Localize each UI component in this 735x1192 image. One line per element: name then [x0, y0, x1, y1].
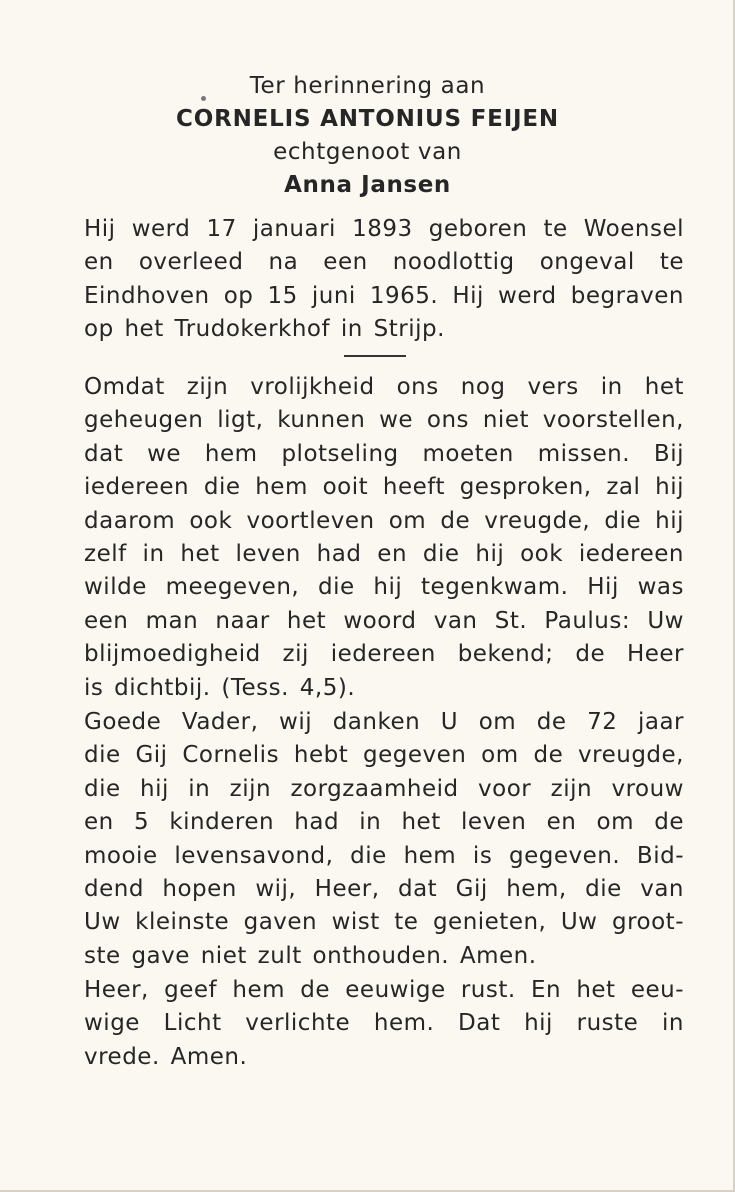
- intro-text: Ter herinnering aan: [249, 73, 486, 99]
- text-line: zelf in het leven had en die hij ook iedereen: [84, 541, 684, 568]
- text-line: is dichtbij. (Tess. 4,5).: [84, 674, 356, 701]
- text-line: en overleed na een noodlottig ongeval te: [84, 249, 684, 276]
- text-line: wilde meegeven, die hij tegenkwam. Hij was: [84, 574, 684, 601]
- text-line: wige Licht verlichte hem. Dat hij ruste in: [84, 1010, 684, 1037]
- spouse-name: Anna Jansen: [284, 172, 451, 198]
- text-line: en 5 kinderen had in het leven en om de: [84, 809, 684, 836]
- text-line: blijmoedigheid zij iedereen bekend; de Heer: [84, 641, 684, 668]
- text-line: op het Trudokerkhof in Strijp.: [84, 316, 445, 343]
- biography-paragraph: [84, 213, 684, 347]
- prayer-paragraph: [84, 706, 684, 973]
- text-line: Eindhoven op 15 juni 1965. Hij werd begraven: [84, 282, 684, 309]
- text-line: Hij werd 17 januari 1893 geboren te Woensel: [84, 216, 684, 242]
- section-divider: [344, 355, 406, 357]
- card-header: [0, 70, 735, 202]
- text-line: mooie levensavond, die hem is gegeven. Bid-: [84, 842, 684, 869]
- text-line: iedereen die hem ooit heeft gesproken, zal hij: [84, 474, 684, 501]
- text-line: Heer, geef hem de eeuwige rust. En het eeu-: [84, 977, 684, 1003]
- text-line: ste gave niet zult onthouden. Amen.: [84, 942, 537, 969]
- text-line: daarom ook voortleven om de vreugde, die hij: [84, 507, 684, 534]
- relation-text: echtgenoot van: [273, 139, 462, 165]
- text-line: Omdat zijn vrolijkheid ons nog vers in het: [84, 374, 684, 400]
- deceased-name: CORNELIS ANTONIUS FEIJEN: [176, 106, 559, 132]
- text-line: een man naar het woord van St. Paulus: Uw: [84, 607, 684, 634]
- rest-paragraph: [84, 974, 684, 1074]
- text-line: dat we hem plotseling moeten missen. Bij: [84, 440, 684, 467]
- text-line: Goede Vader, wij danken U om de 72 jaar: [84, 709, 684, 735]
- text-line: Uw kleinste gaven wist te genieten, Uw groot-: [84, 909, 684, 936]
- text-line: dend hopen wij, Heer, dat Gij hem, die van: [84, 876, 684, 903]
- text-line: vrede. Amen.: [84, 1043, 248, 1070]
- memory-paragraph: [84, 371, 684, 705]
- text-line: geheugen ligt, kunnen we ons niet voorstellen,: [84, 407, 684, 434]
- text-line: die Gij Cornelis hebt gegeven om de vreugde,: [84, 742, 684, 769]
- text-line: die hij in zijn zorgzaamheid voor zijn vrouw: [84, 775, 684, 802]
